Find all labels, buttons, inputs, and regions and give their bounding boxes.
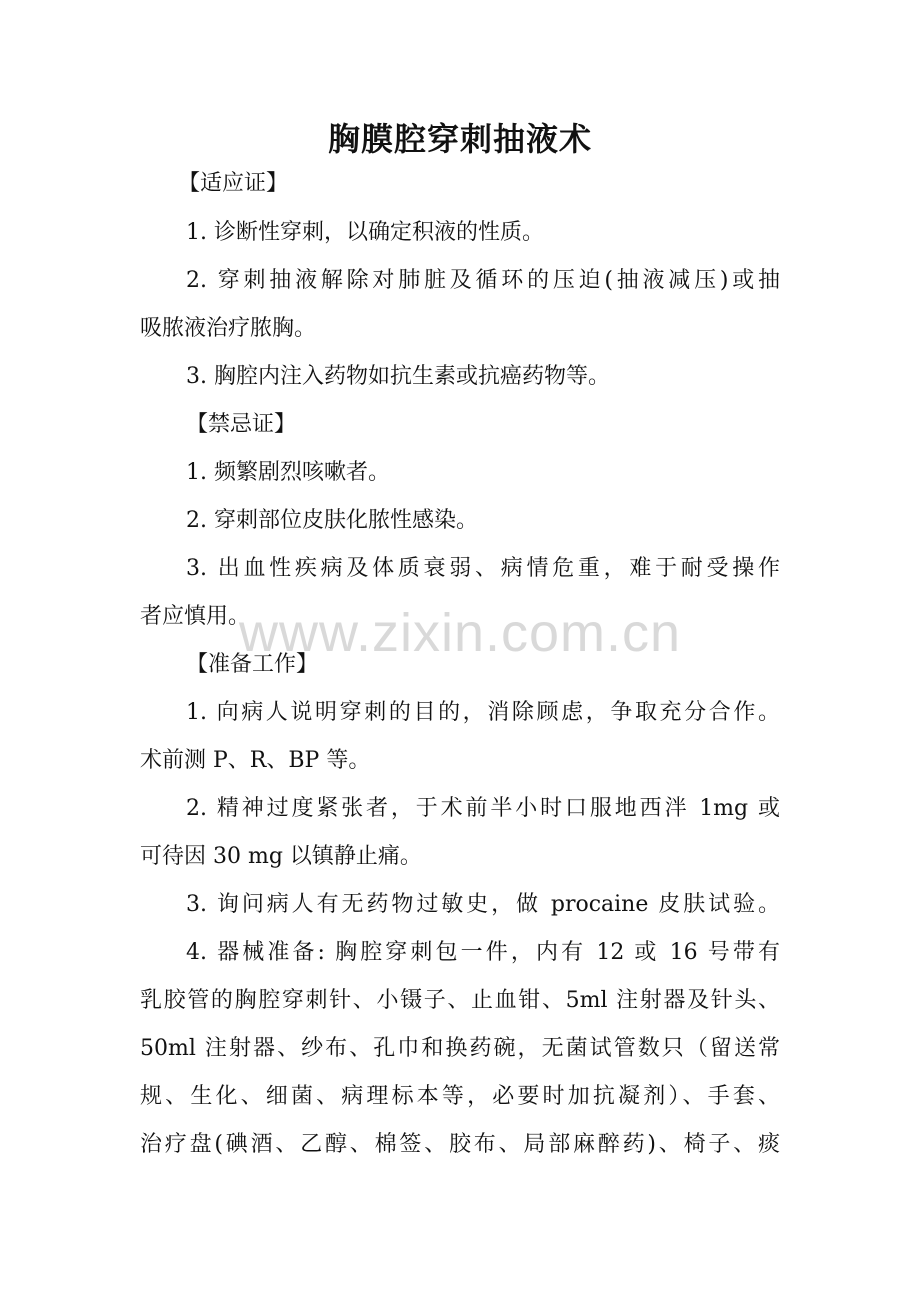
paragraph-line: 2. 穿刺抽液解除对肺脏及循环的压迫(抽液减压)或抽 [186, 268, 780, 293]
paragraph-line: 1. 诊断性穿刺，以确定积液的性质。 [186, 220, 544, 245]
paragraph-line: 乳胶管的胸腔穿刺针、小镊子、止血钳、5ml 注射器及针头、 [140, 988, 780, 1013]
paragraph-line: 50ml 注射器、纱布、孔巾和换药碗，无菌试管数只（留送常 [140, 1036, 780, 1061]
paragraph-line: 者应慎用。 [140, 604, 251, 629]
page-title: 胸膜腔穿刺抽液术 [327, 120, 592, 158]
paragraph-line: 3. 出血性疾病及体质衰弱、病情危重，难于耐受操作 [186, 556, 780, 581]
section-heading-indications: 【适应证】 [178, 171, 289, 196]
section-heading-preparation: 【准备工作】 [186, 652, 319, 677]
paragraph-line: 治疗盘(碘酒、乙醇、棉签、胶布、局部麻醉药)、椅子、痰 [140, 1132, 780, 1157]
paragraph-line: 1. 频繁剧烈咳嗽者。 [186, 460, 390, 485]
paragraph-line: 2. 精神过度紧张者，于术前半小时口服地西泮 1mg 或 [186, 796, 780, 821]
paragraph-line: 3. 询问病人有无药物过敏史，做 procaine 皮肤试验。 [186, 892, 780, 917]
paragraph-line: 2. 穿刺部位皮肤化脓性感染。 [186, 508, 478, 533]
paragraph-line: 可待因 30 mg 以镇静止痛。 [140, 844, 422, 869]
paragraph-line: 1. 向病人说明穿刺的目的，消除顾虑，争取充分合作。 [186, 700, 780, 725]
paragraph-line: 3. 胸腔内注入药物如抗生素或抗癌药物等。 [186, 364, 610, 389]
paragraph-line: 术前测 P、R、BP 等。 [140, 748, 371, 773]
paragraph-line: 吸脓液治疗脓胸。 [140, 316, 317, 341]
watermark: www.zixin.com.cn [238, 603, 682, 663]
paragraph-line: 4. 器械准备: 胸腔穿刺包一件，内有 12 或 16 号带有 [186, 940, 780, 965]
section-heading-contraindications: 【禁忌证】 [186, 412, 297, 437]
paragraph-line: 规、生化、细菌、病理标本等，必要时加抗凝剂）、手套、 [140, 1084, 780, 1109]
